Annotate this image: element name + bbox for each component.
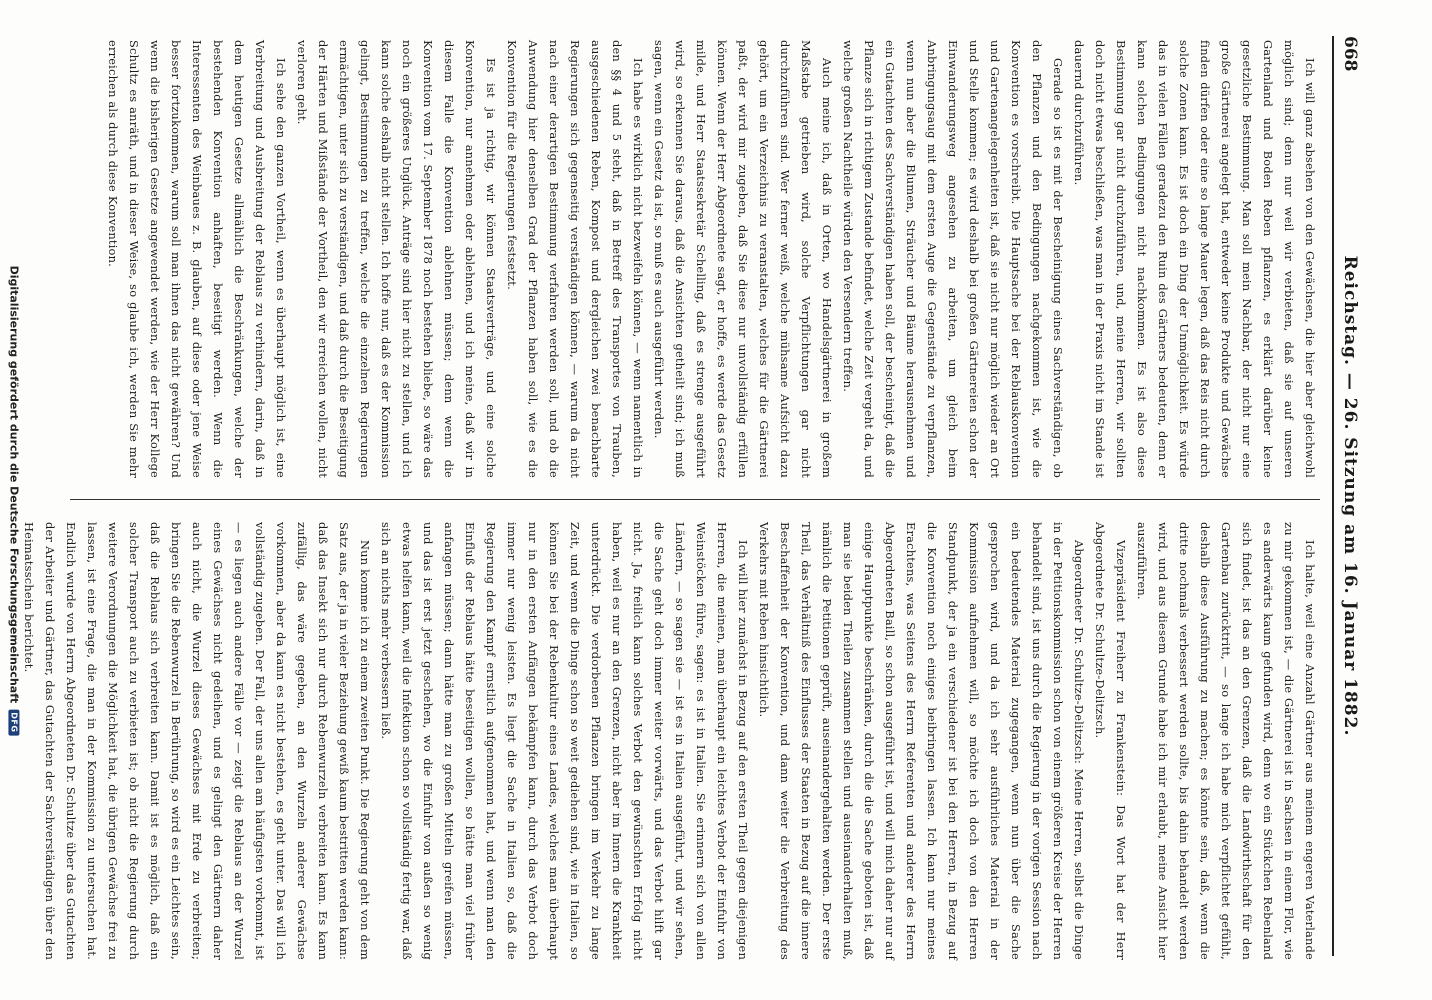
paragraph: Gerade so ist es mit der Bescheinigung eines Sachverständigen, ob den Pflanzen und den Bedingungen nachgekommen ist, wie die Konvention es vorschreibt. Die Hauptsache bei der Reblauskonvention und Gartenangelegenheiten ist, daß sie nicht nur möglich wieder an Ort und Stelle kommen; es wird deshalb bei großen Gärtnereien schon der Einwanderungsweg angesehen zu arbeiten, um gleich beim Anbringungsaug mit dem ersten Auge die Gegenstände zu verpflanzen, wenn nun aber die Blumen, Sträucher und Bäume herausnehmen und ein Gutachten des Sachverständigen haben soll, der bescheinigt, daß die Pflanze sich in richtigem Zustande befindet, welche Zeit vergeht da, und welche großen Nachtheile würden den Versendern treffen. — [841, 40, 1065, 478]
speaker-paragraph: Vizepräsident Freiherr zu Frankenstein: Das Wort hat der Herr Abgeordnete Dr. Schultze-Delitzsch. — [1093, 522, 1128, 960]
paragraph: Ich sehe den ganzen Vortheil, wenn es überhaupt möglich ist, eine Verbreitung und Ausbreitung der Reblaus zu verhindern, darin, daß in dem heutigen Gesetze allmählich die Beschränkungen, welche der bestehenden Konvention anhaften, beseitigt werden. Wenn die Interessenten des Weinbaues z. B. glauben, auf diese oder jene Weise besser fortzukommen, warum soll man ihnen das nicht gewähren? Und wenn die bisherigen Gesetze angewendet werden, wie der Herr Kollege Schultz es anräth, und in dieser Weise, so glaube ich, werden Sie mehr erreichen als durch diese Konvention. — [106, 40, 288, 478]
speaker-paragraph: Abgeordneter Dr. Schultze-Delitzsch: Meine Herren, selbst die Dinge in der Petitionskommission schon von einem größeren Kreise der Herren behandelt sind, ist uns durch die Regierung in der vorigen Session nach ein bedeutendes Material zugegangen, wenn nun über die Sache gesprochen wird, und da ich sehr ausführliches Material in der Kommission aufnehmen will, so möchte ich doch von den Herren Standpunkt, der ja ein verschiedener ist bei den Herren, in Bezug auf die Konvention noch einiges beibringen lassen. Ich kann nur meines Erachtens, was Seitens des Herrn Referenten und anderer des Herrn Abgeordneten Baill, so schon ausgeführt ist, und will mich daher nur auf einige Hauptpunkte beschränken, durch die die Sache geboten ist, daß man sie beiden Theilen zusammen stellen und auseinanderhalten muß, nämlich die Petitionen geprüft, auseinandergehalten werden. Der erste Theil, das Verhältniß des Einflusses der Staaten in Bezug auf die innere Beschaffenheit der Konvention, und dann weiter die Verbreitung des Verkehrs mit Reben hinsichtlich. — [757, 522, 1086, 960]
paragraph: Ich will ganz absehen von den Gewächsen, die hier aber gleichwohl möglich sind; denn nur weil wir verbieten, daß sie auf unseren Gartenland und Boden Reben pflanzen, es erklärt darüber keine gesetzliche Bestimmung. Man soll mein Nachbar, der nicht nur eine große Gärtnerei angelegt hat, entweder keine Produkte und Gewächse finden dürfen oder eine so lange Mauer legen, daß das Reis nicht durch solche Zonen kann. Es ist doch ein Ding der Unmöglichkeit. Es würde das in vielen Fällen geradezu den Ruin des Gärtners bedeuten, denn er kann solchen Bedingungen nicht nachkommen. Es ist also diese Bestimmung gar nicht durchzuführen, und, meine Herren, wir sollten doch nicht etwas beschließen, was man in der Praxis nicht im Stande ist dauernd durchzuführen. — [1072, 40, 1317, 478]
page-header — [1332, 36, 1374, 956]
paragraph: Ich will hier zunächst in Bezug auf den ersten Theil gegen diejenigen Herren, die meinen, man überhaupt ein leichtes Verbot der Einfuhr von Weinstöcken führe, sagen: es ist in Italien. Sie erinnern sich von allen Ländern, — so sagen sie — ist es in Italien ausgeführt, und wir sehen, die Sache geht doch immer weiter vorwärts, und das Verbot hilft gar nicht. Ja, freilich kann solches Verbot den gewünschten Erfolg nicht haben, weil es nur an den Grenzen, nicht aber im Innern die Krankheit unterdrückt. Die verdorbenen Pflanzen bringen im Verkehr zu lange Zeit, und wenn die Dinge schon so weit gediehen sind, wie in Italien, so können Sie bei der Rebenkultur eines Landes, welches man überhaupt nur in den ersten Anfängen bekämpfen kann, durch das Verbot doch immer nur wenig leisten. Es liegt die Sache in Italien so, daß die Regierung den Kampf ernstlich aufgenommen hat, und wenn man den Einfluß der Reblaus hätte beseitigen wollen, so hätte man viel früher anfangen müssen; dann hätte man zu großen Mitteln greifen müssen, und das ist erst jetzt geschehen, wo die Einfuhr von außen so wenig etwas helfen kann, weil die Infektion schon so vollständig fertig war, daß sich an nichts mehr verbessern ließ. — [379, 522, 750, 960]
running-title: Reichstag. — 26. Sitzung am 16. Januar 1882. — [1340, 255, 1360, 737]
funding-note — [6, 0, 22, 1000]
left-column — [60, 40, 1320, 478]
page-number: 668 — [1340, 36, 1360, 72]
paragraph: Ich halte, weil eine Anzahl Gärtner aus meinem engeren Vaterlande zu mir gekommen ist, — die Gärtnerei ist in Sachsen in einem Flor, wie es anderwärts kaum gefunden wird, denn wo ein Stückchen Rebenland sich findet, ist das an den Grenzen, daß die Landwirthschaft für den Gartenbau zurücktritt, — so lange ich habe mich verpflichtet gefühlt, deshalb diese Ausführung zu machen; es könnte sein, daß, wenn die dritte nochmals verbessert werden sollte, bis dahin behandelt werden wird, und aus diesem Grunde habe ich mir erlaubt, meine Ansicht hier auszuführen. — [1135, 522, 1317, 960]
funding-note-inner — [8, 265, 21, 735]
paragraph: Nun komme ich zu einem zweiten Punkt. Die Regierung geht von dem Satz aus, der ja in vieler Beziehung gewiß kaum bestritten werden kann: daß das Insekt sich nur durch Rebenwurzeln verbreiten kann. Es kann zufällig, das wäre gegeben, an den Wurzeln anderer Gewächse vorkommen, aber da kann es nicht bestehen, es geht unter. Das will ich vollständig zugeben. Der Fall, der uns allen am häufigsten vorkommt, ist — es liegen auch andere Fälle vor — zeigt die Reblaus an der Wurzel eines Gewächses nicht gedeihen, und es gelingt den Gärtnern daher auch nicht, die Wurzel dieses Gewächses mit Erde zu verbreiten; bringen Sie die Rebenwurzel in Berührung, so wird es ein Leichtes sein, daß die Reblaus sich verbreiten kann. Damit ist es möglich, daß ein solcher Transport auch zu verbieten ist; ob nicht die Regierung durch weitere Verordnungen die Möglichkeit hat, die übrigen Gewächse frei zu lassen, ist eine Frage, die man in der Kommission zu untersuchen hat. Endlich wurde von Herrn Abgeordneten Dr. Schultze über das Gutachten der Arbeiter und Gärtner, das Gutachten der Sachverständigen über den Heimatsschein berichtet. — [22, 522, 372, 960]
paragraph: Ich habe es wirklich nicht bezweifeln können, — wenn namentlich in den §§ 4 und 5 steht, daß in Betreff des Transportes von Trauben, ausgeschiedenen Reben, Kompost und dergleichen zwei benachbarte Regierungen sich gegenseitig verständigen können, — warum da nicht nach einer derartigen Bestimmung verfahren werden soll, und ob die Anwendung hier denselben Grad der Pflanzen haben soll, wie es die Konvention für die Regierungen festsetzt. — [505, 40, 645, 478]
paragraph: Auch meine ich, daß in Orten, wo Handelsgärtnerei in großem Maßstabe getrieben wird, solche Verpflichtungen gar nicht durchzuführen sind. Wer ferner weiß, welche mühsame Aufsicht dazu gehört, um ein Verzeichnis zu veranstalten, welches für die Gärtnerei paßt, der wird mir zugeben, daß Sie diese nur unvollständig erfüllen können. Wenn der Herr Abgeordnete sagt, er hoffe, es werde das Gesetz milde, und Herr Staatssekretär Schelling, daß es strenge ausgeführt wird, so erkennen Sie daraus, daß die Ansichten getheilt sind; ich muß sagen, wenn ein Gesetz da ist, so muß es auch ausgeführt werden. — [652, 40, 834, 478]
column-divider — [70, 499, 1320, 500]
dfg-logo-icon: DFG — [9, 709, 20, 735]
paragraph: Es ist ja richtig, wir können Staatsverträge, und eine solche Konvention, nur annehmen oder ablehnen, und ich meine, daß wir in diesem Falle die Konvention ablehnen müssen; denn wenn die Konvention vom 17. September 1878 noch bestehen bliebe, so wäre das noch ein größeres Unglück. Anträge sind hier nicht zu stellen, und ich kann solche deshalb nicht stellen. Ich hoffe nur, daß es der Kommission gelingt, Bestimmungen zu treffen, welche die einzelnen Regierungen ermächtigen, unter sich zu verständigen, und daß durch die Beseitigung der Härten und Mißstände der Vortheil, den wir erreichen wollen, nicht verloren geht. — [295, 40, 498, 478]
funding-text: Digitalisierung gefördert durch die Deutsche Forschungsgemeinschaft — [7, 265, 21, 703]
right-column — [22, 522, 1320, 960]
